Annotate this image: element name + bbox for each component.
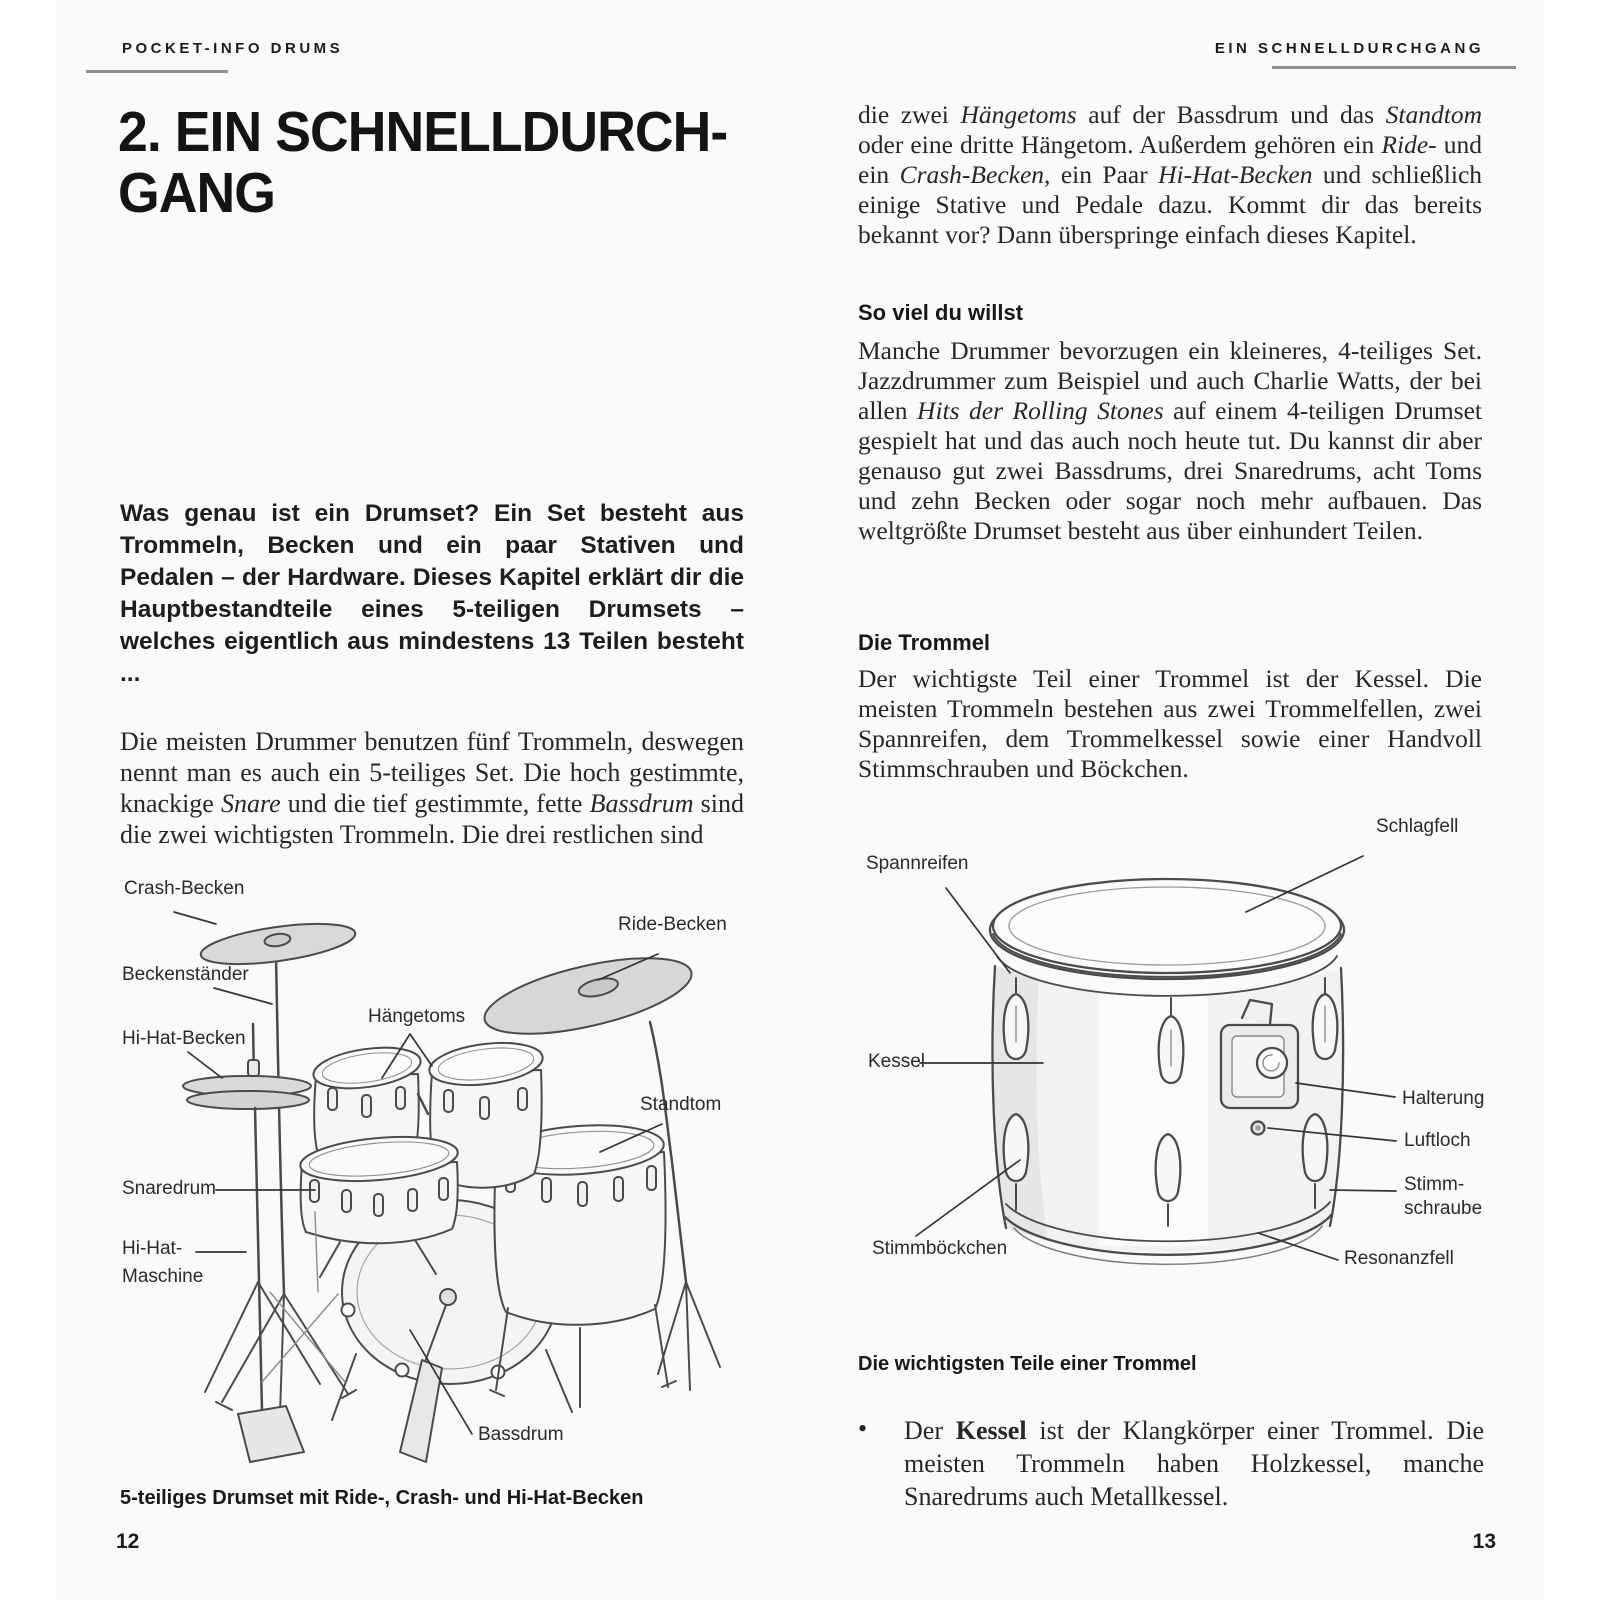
right-paragraph-1: die zwei Hängetoms auf der Bassdrum und das Standtom oder eine dritte Hängetom. Außerdem gehören ein Ride- und ein Crash-Becken, ein Paar Hi-Hat-Becken und schließlich einige Stative und Pedale dazu. Kommt dir das bereits bekannt vor? Dann überspringe einfach dieses Kapitel. [858,100,1483,249]
label-haengetoms: Hängetoms [368,1006,466,1027]
right-scan-margin [1544,0,1600,1600]
intro-paragraph: Was genau ist ein Drumset? Ein Set besteht aus Trommeln, Becken und ein paar Stativen und Pedalen – der Hardware. Dieses Kapitel erklärt dir die Hauptbestandteile eines 5-teiligen Drumsets – welches eigentlich aus mindestens 13 Teilen besteht ... [120,500,744,687]
label-schlagfell: Schlagfell [1376,816,1459,837]
label-resonanzfell: Resonanzfell [1344,1248,1454,1269]
label-stimmschraube-line2: schraube [1404,1198,1483,1219]
label-stimmboeckchen: Stimmböckchen [872,1238,1008,1259]
right-head-rule [1272,66,1516,69]
chapter-title-line1: 2. EIN SCHNELLDURCH- [118,100,728,164]
left-scan-margin [0,0,56,1600]
label-stimmschraube-line1: Stimm- [1404,1174,1465,1195]
drumset-illustration [110,862,790,1484]
right-paragraph-3: Der wichtigste Teil einer Trommel ist der Kessel. Die meisten Trommeln bestehen aus zwei Trommelfellen, zwei Spannreifen, dem Trommelkessel sowie einer Handvoll Stimmschrauben und Böckchen. [858,664,1482,783]
right-paragraph-2: Manche Drummer bevorzugen ein kleineres, 4-teiliges Set. Jazzdrummer zum Beispiel und auch Charlie Watts, der bei allen Hits der Rolling Stones auf einem 4-teiligen Drumset gespielt hat und das auch noch heute tut. Du kannst dir aber genauso gut zwei Bassdrums, drei Snaredrums, acht Toms und zehn Becken oder sogar noch mehr aufbauen. Das weltgrößte Drumset besteht aus über einhundert Teilen. [858,336,1482,545]
label-hi-hat-becken: Hi-Hat-Becken [122,1028,246,1049]
bullet-text: Der Kessel ist der Klangkörper einer Trommel. Die meisten Trommeln haben Holzkessel, manche Snaredrums auch Metallkessel. [904,1416,1484,1511]
label-crash-becken: Crash-Becken [124,878,245,899]
label-spannreifen: Spannreifen [866,853,969,874]
label-halterung: Halterung [1402,1088,1485,1109]
right-diagram-caption: Die wichtigsten Teile einer Trommel [858,1353,1197,1375]
left-page-number: 12 [116,1530,140,1553]
label-hi-hat-maschine-line1: Hi-Hat- [122,1238,183,1259]
chapter-title [118,102,727,224]
left-head-rule [86,70,228,73]
section-heading-die-trommel: Die Trommel [858,630,991,655]
left-diagram-caption: 5-teiliges Drumset mit Ride-, Crash- und Hi-Hat-Becken [120,1487,644,1509]
tom-drum-diagram [858,808,1500,1343]
label-snaredrum: Snaredrum [122,1178,216,1199]
right-page-number: 13 [1472,1530,1496,1553]
label-beckenstaender: Beckenständer [122,964,249,985]
chapter-title-line2: GANG [118,161,275,225]
label-hi-hat-maschine-line2: Maschine [122,1266,204,1287]
left-body-paragraph: Die meisten Drummer benutzen fünf Trommeln, deswegen nennt man es auch ein 5-teiliges Set. Die hoch gestimmte, knackige Snare und die tief gestimmte, fette Bassdrum sind die zwei wichtigsten Trommeln. Die drei restlichen sind [120,727,745,849]
bullet-marker: • [858,1414,868,1443]
label-bassdrum: Bassdrum [478,1424,564,1445]
section-heading-so-viel-du-willst: So viel du willst [858,300,1024,325]
label-ride-becken: Ride-Becken [618,914,727,935]
label-kessel: Kessel [868,1051,926,1072]
right-running-head: EIN SCHNELLDURCHGANG [1214,40,1484,57]
left-running-head: POCKET-INFO DRUMS [122,40,344,57]
drumset-diagram [110,862,790,1484]
kessel-bullet-item [858,1414,1484,1513]
label-standtom: Standtom [640,1094,722,1115]
label-luftloch: Luftloch [1404,1130,1471,1151]
